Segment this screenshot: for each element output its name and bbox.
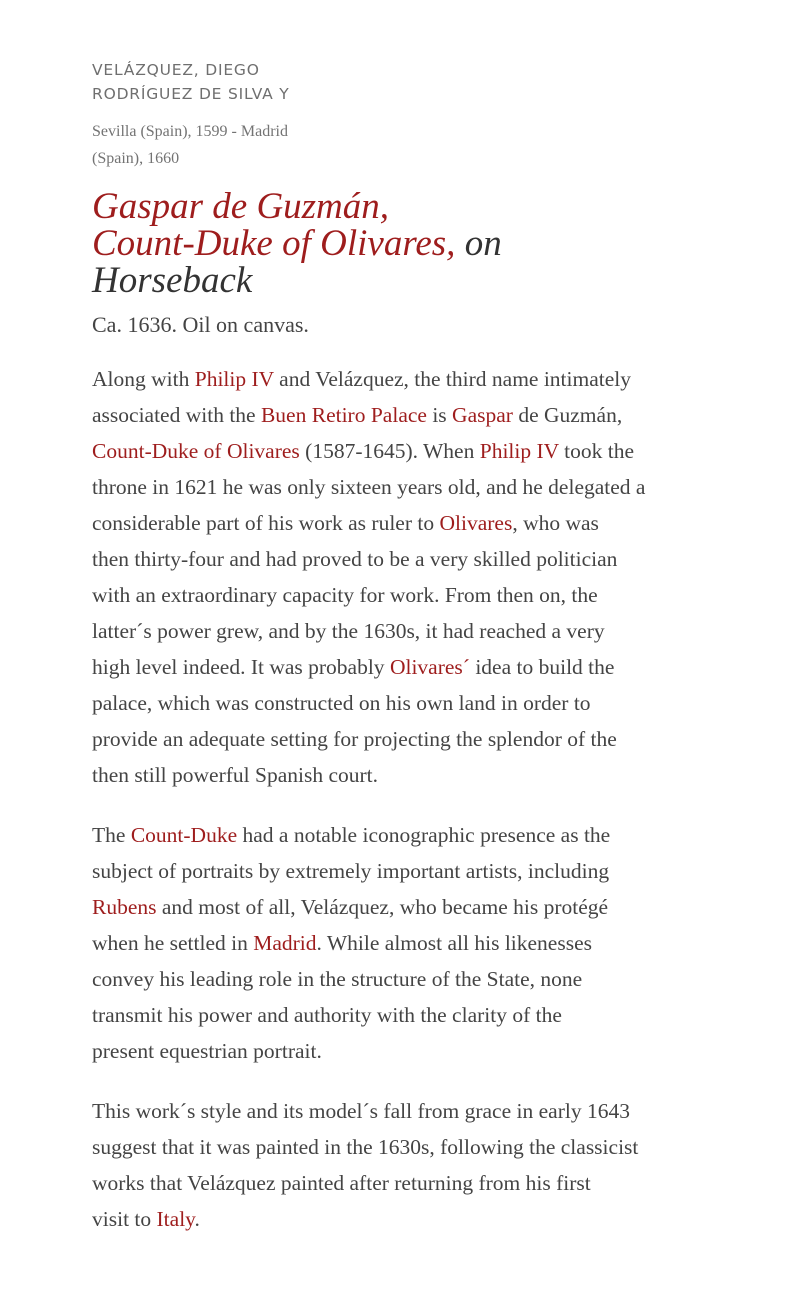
text-line: then thirty-four and had proved to be a very skilled politician [92, 547, 618, 571]
link-count-duke-of-olivares[interactable]: Count-Duke of Olivares [92, 439, 300, 463]
artist-name-line2[interactable]: RODRÍGUEZ DE SILVA Y [92, 85, 290, 103]
text-line: then still powerful Spanish court. [92, 763, 379, 787]
title-text-on: on [455, 223, 502, 264]
text-line: with an extraordinary capacity for work. From then on, the [92, 583, 598, 607]
link-olivares[interactable]: Olivares [439, 511, 513, 535]
text: de Guzmán, [512, 403, 623, 427]
description-paragraph-1 [92, 361, 742, 793]
text: had a notable iconographic presence as the [237, 823, 611, 847]
text-line: suggest that it was painted in the 1630s, following the classicist [92, 1135, 639, 1159]
link-buen-retiro-palace[interactable]: Buen Retiro Palace [260, 403, 427, 427]
artist-meta-line2: (Spain), 1660 [92, 150, 180, 167]
text-line: palace, which was constructed on his own land in order to [92, 691, 591, 715]
text: visit to [92, 1207, 157, 1231]
title-link-count-duke[interactable]: Count-Duke of Olivares, [92, 223, 456, 264]
text: and Velázquez, the third name intimately [273, 367, 632, 391]
text: when he settled in [92, 931, 254, 955]
text: The [92, 823, 131, 847]
artwork-page [92, 58, 742, 1237]
description-paragraph-2 [92, 817, 742, 1069]
text: (1587-1645). When [299, 439, 480, 463]
text-line: present equestrian portrait. [92, 1039, 322, 1063]
artist-meta-line1: Sevilla (Spain), 1599 - Madrid [92, 123, 288, 140]
text: . While almost all his likenesses [316, 931, 592, 955]
text: high level indeed. It was probably [92, 655, 390, 679]
text: idea to build the [469, 655, 615, 679]
text-line: This work´s style and its model´s fall from grace in early 1643 [92, 1099, 630, 1123]
link-philip-iv[interactable]: Philip IV [194, 367, 274, 391]
link-gaspar[interactable]: Gaspar [452, 403, 513, 427]
description-paragraph-3 [92, 1093, 742, 1237]
text-line: transmit his power and authority with the clarity of the [92, 1003, 562, 1027]
text-line: latter´s power grew, and by the 1630s, it had reached a very [92, 619, 605, 643]
title-link-gaspar[interactable]: Gaspar de Guzmán, [92, 186, 390, 227]
text: took the [558, 439, 635, 463]
text-line: throne in 1621 he was only sixteen years old, and he delegated a [92, 475, 646, 499]
artwork-title [92, 188, 612, 299]
text: Along with [92, 367, 195, 391]
text-line: convey his leading role in the structure of the State, none [92, 967, 583, 991]
link-olivares-2[interactable]: Olivares´ [389, 655, 470, 679]
text: is [426, 403, 453, 427]
link-madrid[interactable]: Madrid [253, 931, 317, 955]
text: . [194, 1207, 200, 1231]
text-line: works that Velázquez painted after returning from his first [92, 1171, 591, 1195]
artist-name-line1[interactable]: VELÁZQUEZ, DIEGO [92, 61, 260, 79]
text: considerable part of his work as ruler to [92, 511, 440, 535]
text: and most of all, Velázquez, who became his protégé [156, 895, 609, 919]
link-philip-iv-2[interactable]: Philip IV [479, 439, 559, 463]
artist-name[interactable] [92, 58, 352, 106]
text-line: provide an adequate setting for projecting the splendor of the [92, 727, 617, 751]
link-italy[interactable]: Italy [156, 1207, 195, 1231]
text: associated with the [92, 403, 261, 427]
text-line: subject of portraits by extremely important artists, including [92, 859, 610, 883]
title-text-horseback: Horseback [92, 260, 253, 301]
link-rubens[interactable]: Rubens [92, 895, 157, 919]
link-count-duke[interactable]: Count-Duke [130, 823, 238, 847]
artwork-technique: Ca. 1636. Oil on canvas. [92, 312, 309, 337]
artist-birth-death [92, 118, 342, 172]
text: , who was [512, 511, 599, 535]
